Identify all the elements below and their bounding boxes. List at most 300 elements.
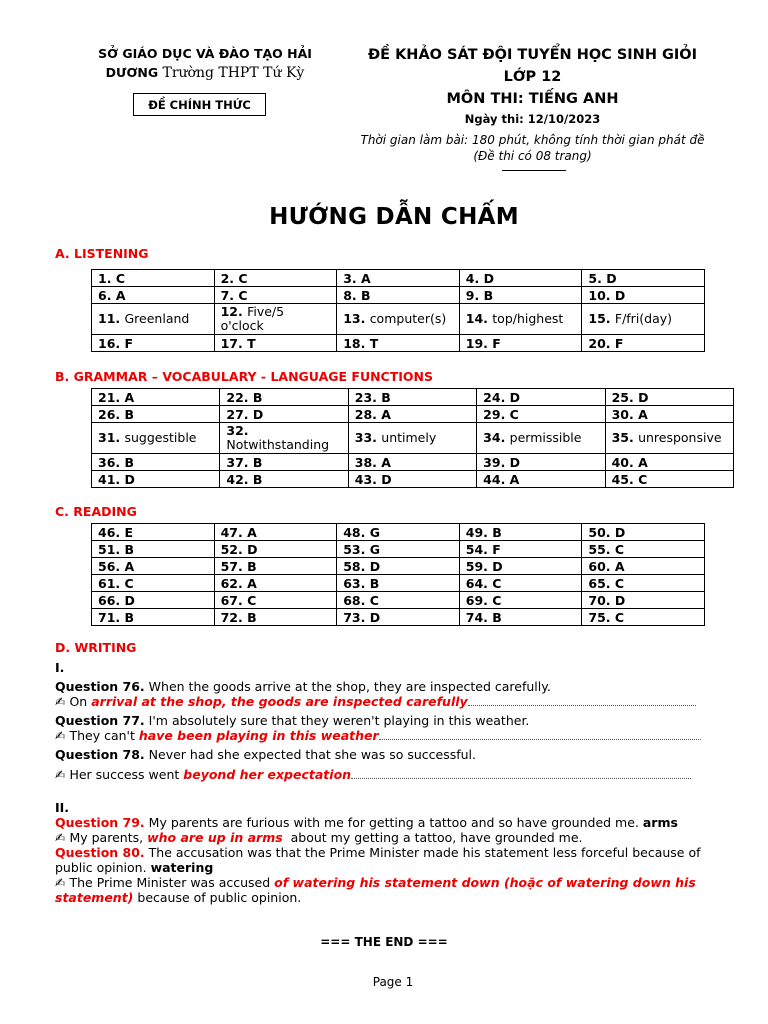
answer-number: 13. [343, 311, 370, 326]
answer-word: top/highest [492, 311, 564, 326]
answer-cell [459, 592, 582, 609]
answer-letter: C [247, 592, 257, 608]
answer-cell [337, 558, 460, 575]
answer-number: 67. [220, 592, 248, 608]
answer-number: 14. [465, 311, 493, 326]
answer-cell [214, 575, 337, 592]
question-79-text: My parents are furious with me for getting a tattoo and so have grounded me. [148, 815, 639, 830]
answer-letter: A [509, 471, 520, 487]
answer-cell [214, 592, 337, 609]
pointing-hand-icon: ✍ [55, 694, 66, 709]
answer-cell [92, 541, 215, 558]
answer-cell [348, 389, 476, 406]
section-reading-heading: C. READING [55, 504, 137, 519]
answer-letter: F [124, 335, 134, 351]
table-row [92, 335, 705, 352]
answer-letter: B [369, 575, 380, 591]
question-76-label: Question 76. [55, 679, 145, 694]
page-title: HƯỚNG DẪN CHẤM [269, 204, 519, 230]
answer-cell [214, 524, 337, 541]
answer-letter: B [247, 558, 257, 574]
answer-letter: F [614, 335, 624, 351]
answer-number: 50. [588, 524, 615, 540]
answer-letter: F [492, 335, 501, 351]
answer-number: 62. [220, 575, 248, 591]
answer-number: 69. [465, 592, 493, 608]
table-row [92, 609, 705, 626]
answer-letter: D [381, 471, 392, 487]
end-marker: === THE END === [320, 935, 448, 949]
answer-letter: B [252, 454, 263, 470]
answer-79-text: who are up in arms [147, 830, 283, 845]
answer-cell [92, 471, 220, 488]
table-row [92, 406, 734, 423]
answer-letter: C [124, 575, 134, 591]
pointing-hand-icon: ✍ [55, 875, 66, 890]
answer-77-text: have been playing in this weather [138, 728, 379, 743]
table-row [92, 592, 705, 609]
exam-date: Ngày thi: 12/10/2023 [464, 112, 601, 126]
table-row [92, 270, 705, 287]
answer-79-suffix: about my getting a tattoo, have grounded me. [290, 830, 583, 845]
answer-letter: D [638, 389, 649, 405]
official-badge: ĐỀ CHÍNH THỨC [133, 93, 266, 116]
answer-letter: C [614, 609, 625, 625]
answer-number: 73. [343, 609, 370, 625]
answer-cell [477, 423, 605, 454]
answer-number: 56. [98, 558, 125, 574]
answer-cell [92, 304, 215, 335]
answer-cell [337, 335, 460, 352]
answer-word: F/fri(day) [614, 311, 673, 326]
answer-number: 22. [226, 389, 253, 405]
answer-number: 68. [343, 592, 370, 608]
exam-subject: MÔN THI: TIẾNG ANH [446, 91, 619, 107]
answer-77-prefix: They can't [69, 728, 139, 743]
answer-number: 42. [226, 471, 253, 487]
answer-word: Five/5 o'clock [220, 304, 285, 333]
answer-letter: T [247, 335, 256, 351]
answer-number: 31. [98, 430, 125, 445]
answer-76-dots [468, 705, 696, 706]
answer-cell [92, 389, 220, 406]
listening-answer-table [91, 269, 705, 352]
answer-letter: D [492, 558, 503, 574]
table-row [92, 575, 705, 592]
answer-number: 19. [465, 335, 493, 351]
answer-number: 44. [483, 471, 510, 487]
answer-number: 41. [98, 471, 125, 487]
answer-number: 37. [226, 454, 253, 470]
answer-cell [477, 454, 605, 471]
answer-number: 74. [465, 609, 493, 625]
answer-letter: D [614, 592, 626, 608]
table-row [92, 471, 734, 488]
answer-cell [459, 524, 582, 541]
answer-number: 57. [220, 558, 248, 574]
reading-answer-table [91, 523, 705, 626]
section-writing-heading: D. WRITING [55, 640, 137, 655]
answer-cell [605, 471, 733, 488]
answer-cell [337, 541, 460, 558]
answer-80-text: of watering his statement down (hoặc of watering down his statement) [55, 875, 696, 905]
answer-letter: B [124, 406, 135, 422]
answer-letter: A [361, 270, 371, 286]
answer-cell [220, 423, 348, 454]
table-row [92, 558, 705, 575]
answer-word: Notwithstanding [226, 437, 330, 452]
answer-letter: D [483, 270, 494, 286]
answer-number: 72. [220, 609, 248, 625]
section-listening-heading: A. LISTENING [55, 246, 149, 261]
question-77-text: I'm absolutely sure that they weren't playing in this weather. [148, 713, 530, 728]
answer-number: 64. [465, 575, 493, 591]
answer-cell [477, 471, 605, 488]
answer-letter: A [115, 287, 126, 303]
answer-cell [220, 389, 348, 406]
question-77-label: Question 77. [55, 713, 145, 728]
header-left [70, 44, 340, 83]
answer-cell [214, 287, 337, 304]
writing-part-2: II. [55, 800, 70, 815]
header-right [340, 44, 725, 164]
answer-letter: E [124, 524, 134, 540]
answer-cell [348, 423, 476, 454]
pointing-hand-icon: ✍ [55, 728, 66, 743]
answer-cell [92, 406, 220, 423]
answer-number: 21. [98, 389, 125, 405]
answer-number: 24. [483, 389, 510, 405]
answer-cell [92, 575, 215, 592]
answer-number: 11. [98, 311, 125, 326]
answer-number: 71. [98, 609, 125, 625]
answer-79-prefix: My parents, [69, 830, 148, 845]
answer-number: 40. [611, 454, 639, 470]
answer-letter: D [509, 389, 521, 405]
answer-letter: C [614, 541, 625, 557]
question-80-text: The accusation was that the Prime Minister made his statement less forceful because of public opinion. [55, 845, 701, 875]
answer-cell [459, 287, 582, 304]
answer-number: 30. [611, 406, 639, 422]
answer-cell [214, 558, 337, 575]
dept-name-cont: DƯƠNG [105, 65, 159, 80]
answer-number: 70. [588, 592, 615, 608]
answer-letter: C [238, 287, 248, 303]
answer-cell [459, 335, 582, 352]
answer-cell [337, 287, 460, 304]
answer-letter: D [369, 609, 381, 625]
answer-cell [477, 389, 605, 406]
table-row [92, 304, 705, 335]
answer-letter: A [638, 454, 648, 470]
answer-cell [92, 609, 215, 626]
answer-number: 63. [343, 575, 370, 591]
answer-number: 4. [465, 270, 484, 286]
answer-cell [214, 304, 337, 335]
answer-cell [92, 592, 215, 609]
answer-cell [337, 524, 460, 541]
answer-letter: T [369, 335, 379, 351]
answer-78-dots [351, 778, 691, 779]
answer-number: 66. [98, 592, 125, 608]
answer-number: 26. [98, 406, 125, 422]
answer-number: 60. [588, 558, 615, 574]
answer-letter: A [247, 575, 257, 591]
question-76-text: When the goods arrive at the shop, they are inspected carefully. [148, 679, 551, 694]
question-79-label: Question 79. [55, 815, 145, 830]
answer-number: 15. [588, 311, 615, 326]
answer-number: 47. [220, 524, 248, 540]
answer-letter: A [124, 558, 135, 574]
answer-cell [337, 592, 460, 609]
answer-cell [92, 423, 220, 454]
answer-word: computer(s) [369, 311, 447, 326]
answer-cell [337, 575, 460, 592]
answer-letter: A [124, 389, 135, 405]
answer-cell [92, 524, 215, 541]
table-row [92, 454, 734, 471]
answer-letter: B [124, 541, 135, 557]
table-row [92, 524, 705, 541]
answer-letter: B [483, 287, 494, 303]
answer-number: 51. [98, 541, 125, 557]
table-row [92, 287, 705, 304]
answer-cell [220, 406, 348, 423]
answer-number: 52. [220, 541, 248, 557]
exam-grade: LỚP 12 [503, 69, 562, 85]
answer-letter: A [381, 406, 391, 422]
answer-cell [582, 592, 705, 609]
pointing-hand-icon: ✍ [55, 830, 66, 845]
grammar-answer-table [91, 388, 734, 488]
answer-76-prefix: On [69, 694, 92, 709]
answer-word: Greenland [124, 311, 190, 326]
answer-number: 29. [483, 406, 510, 422]
answer-number: 10. [588, 287, 615, 303]
question-79-block [55, 815, 735, 905]
answer-number: 38. [354, 454, 382, 470]
answer-letter: B [252, 389, 263, 405]
answer-letter: D [124, 471, 135, 487]
answer-letter: D [247, 541, 258, 557]
answer-cell [459, 558, 582, 575]
answer-number: 39. [483, 454, 510, 470]
answer-letter: B [492, 609, 502, 625]
answer-letter: B [361, 287, 371, 303]
question-80-label: Question 80. [55, 845, 145, 860]
answer-cell [348, 454, 476, 471]
answer-number: 65. [588, 575, 615, 591]
answer-cell [582, 541, 705, 558]
table-row [92, 541, 705, 558]
answer-number: 8. [343, 287, 361, 303]
answer-76-text: arrival at the shop, the goods are inspected carefully [91, 694, 468, 709]
exam-title: ĐỀ KHẢO SÁT ĐỘI TUYỂN HỌC SINH GIỎI [367, 47, 698, 63]
answer-letter: B [492, 524, 502, 540]
answer-letter: A [638, 406, 648, 422]
answer-cell [220, 454, 348, 471]
answer-76 [55, 694, 696, 710]
answer-letter: B [124, 609, 135, 625]
answer-cell [220, 471, 348, 488]
answer-number: 36. [98, 454, 125, 470]
answer-letter: A [247, 524, 257, 540]
answer-number: 2. [220, 270, 239, 286]
answer-number: 1. [98, 270, 116, 286]
answer-cell [92, 558, 215, 575]
answer-letter: D [369, 558, 381, 574]
answer-number: 58. [343, 558, 370, 574]
answer-number: 46. [98, 524, 125, 540]
answer-cell [582, 335, 705, 352]
answer-number: 9. [465, 287, 484, 303]
answer-cell [348, 471, 476, 488]
answer-letter: D [252, 406, 264, 422]
answer-letter: B [124, 454, 135, 470]
answer-number: 35. [611, 430, 639, 445]
answer-cell [348, 406, 476, 423]
answer-cell [337, 270, 460, 287]
answer-cell [582, 524, 705, 541]
answer-letter: D [606, 270, 617, 286]
answer-cell [459, 304, 582, 335]
answer-cell [459, 609, 582, 626]
answer-cell [459, 270, 582, 287]
answer-77-dots [379, 739, 701, 740]
answer-number: 75. [588, 609, 615, 625]
answer-cell [582, 287, 705, 304]
answer-number: 5. [588, 270, 607, 286]
exam-pages: (Đề thi có 08 trang) [473, 149, 592, 163]
answer-number: 6. [98, 287, 116, 303]
answer-cell [605, 454, 733, 471]
answer-letter: F [492, 541, 501, 557]
answer-cell [582, 270, 705, 287]
question-77 [55, 713, 529, 729]
answer-cell [459, 541, 582, 558]
answer-word: suggestible [124, 430, 197, 445]
page-number: Page 1 [372, 975, 414, 989]
writing-part-1: I. [55, 660, 65, 675]
answer-number: 43. [354, 471, 382, 487]
answer-letter: D [614, 287, 626, 303]
question-78 [55, 747, 476, 763]
answer-cell [605, 423, 733, 454]
answer-number: 17. [220, 335, 248, 351]
answer-letter: D [509, 454, 521, 470]
answer-number: 53. [343, 541, 370, 557]
answer-number: 18. [343, 335, 370, 351]
answer-word: untimely [381, 430, 437, 445]
answer-letter: B [252, 471, 263, 487]
answer-cell [92, 287, 215, 304]
answer-cell [92, 270, 215, 287]
answer-78-prefix: Her success went [69, 767, 184, 782]
question-76 [55, 679, 551, 695]
answer-cell [214, 335, 337, 352]
answer-number: 54. [465, 541, 493, 557]
answer-number: 20. [588, 335, 615, 351]
answer-cell [582, 304, 705, 335]
answer-cell [582, 575, 705, 592]
answer-77 [55, 728, 701, 744]
answer-number: 12. [220, 304, 248, 319]
answer-78-text: beyond her expectation [183, 767, 352, 782]
table-row [92, 423, 734, 454]
answer-80-suffix: because of public opinion. [133, 890, 302, 905]
dept-name: SỞ GIÁO DỤC VÀ ĐÀO TẠO HẢI [98, 46, 312, 61]
answer-cell [92, 454, 220, 471]
answer-letter: D [614, 524, 626, 540]
answer-78 [55, 767, 691, 783]
answer-letter: A [614, 558, 625, 574]
answer-letter: B [247, 609, 257, 625]
answer-number: 7. [220, 287, 239, 303]
answer-letter: C [614, 575, 625, 591]
answer-number: 55. [588, 541, 615, 557]
answer-letter: G [369, 524, 380, 540]
question-78-text: Never had she expected that she was so successful. [148, 747, 476, 762]
answer-number: 33. [354, 430, 382, 445]
exam-duration: Thời gian làm bài: 180 phút, không tính thời gian phát đề [360, 133, 705, 147]
answer-cell [92, 335, 215, 352]
answer-cell [477, 406, 605, 423]
answer-letter: B [381, 389, 391, 405]
answer-cell [214, 270, 337, 287]
answer-letter: G [369, 541, 380, 557]
answer-letter: C [492, 575, 502, 591]
question-79-keyword: arms [642, 815, 678, 830]
question-78-label: Question 78. [55, 747, 145, 762]
answer-cell [605, 389, 733, 406]
answer-letter: C [115, 270, 125, 286]
pointing-hand-icon: ✍ [55, 767, 66, 782]
table-row [92, 389, 734, 406]
answer-cell [214, 609, 337, 626]
answer-number: 28. [354, 406, 382, 422]
answer-letter: D [124, 592, 135, 608]
answer-cell [337, 609, 460, 626]
answer-number: 25. [611, 389, 639, 405]
answer-number: 16. [98, 335, 125, 351]
answer-letter: A [381, 454, 391, 470]
question-80-keyword: watering [150, 860, 214, 875]
answer-cell [605, 406, 733, 423]
answer-number: 34. [483, 430, 510, 445]
answer-number: 27. [226, 406, 253, 422]
answer-number: 32. [226, 423, 249, 438]
answer-cell [337, 304, 460, 335]
answer-letter: C [492, 592, 502, 608]
answer-letter: C [638, 471, 648, 487]
answer-cell [582, 609, 705, 626]
answer-letter: C [238, 270, 248, 286]
answer-word: unresponsive [638, 430, 722, 445]
answer-number: 3. [343, 270, 361, 286]
answer-number: 48. [343, 524, 370, 540]
answer-cell [582, 558, 705, 575]
answer-letter: C [509, 406, 519, 422]
answer-word: permissible [509, 430, 582, 445]
header-divider [502, 170, 566, 171]
answer-number: 49. [465, 524, 493, 540]
answer-number: 45. [611, 471, 639, 487]
answer-number: 59. [465, 558, 493, 574]
answer-cell [214, 541, 337, 558]
answer-number: 23. [354, 389, 382, 405]
school-name: Trường THPT Tứ Kỳ [162, 65, 305, 81]
answer-cell [459, 575, 582, 592]
